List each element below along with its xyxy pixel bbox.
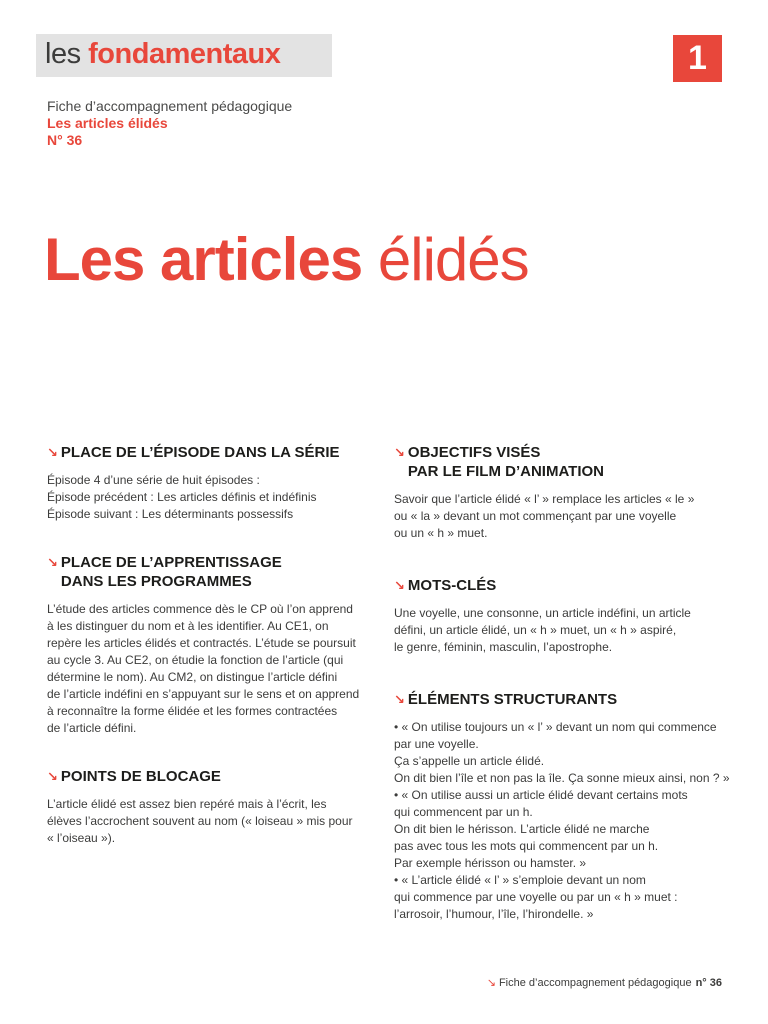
arrow-down-right-icon: ↘ xyxy=(486,977,496,989)
section-title xyxy=(394,576,734,595)
page-title-bold: Les articles xyxy=(44,226,363,293)
arrow-down-right-icon: ↘ xyxy=(47,445,58,460)
section-body: • « On utilise toujours un « l’ » devant un nom qui commence par une voyelle. Ça s’appelle un article élidé. On dit bien l’île et non pas la île. Ça sonne mieux ainsi, non ? » • « On utilise aussi un article élidé devant certains mots qui commencent par un h. On dit bien le hérisson. L’article élidé ne marche pas avec tous les mots qui commencent par un h. Par exemple hérisson ou hamster. » • « L’article élidé « l’ » s’emploie devant un nom qui commence par une voyelle ou par un « h » muet : l’arrosoir, l’humour, l’île, l’hirondelle. » xyxy=(394,720,730,921)
section-episode-place xyxy=(47,443,387,523)
section-title xyxy=(47,443,387,462)
section-title-text: ÉLÉMENTS STRUCTURANTS xyxy=(407,691,618,708)
section-title-text: PLACE DE L’APPRENTISSAGE DANS LES PROGRAMMES xyxy=(60,554,282,590)
section-title-text: PLACE DE L’ÉPISODE DANS LA SÉRIE xyxy=(60,444,340,461)
section-title-text: POINTS DE BLOCAGE xyxy=(60,768,221,785)
section-title xyxy=(394,690,734,709)
section-body: Une voyelle, une consonne, un article indéfini, un article défini, un article élidé, un « h » muet, un « h » aspiré, le genre, féminin, masculin, l’apostrophe. xyxy=(394,606,691,654)
right-column xyxy=(394,443,734,923)
arrow-down-right-icon: ↘ xyxy=(47,555,58,570)
brand-logo xyxy=(36,34,332,77)
episode-number-badge: 1 xyxy=(673,35,722,82)
document-header xyxy=(47,98,292,149)
section-keywords xyxy=(394,576,734,656)
brand-bold-text: fondamentaux xyxy=(88,38,281,70)
header-subtitle: Fiche d’accompagnement pédagogique xyxy=(47,98,293,114)
footer-text: Fiche d’accompagnement pédagogique xyxy=(498,976,692,989)
section-blocking-points xyxy=(47,767,387,847)
arrow-down-right-icon: ↘ xyxy=(394,578,405,593)
section-body: Savoir que l’article élidé « l’ » remplace les articles « le » ou « la » devant un mot commençant par une voyelle ou un « h » muet. xyxy=(394,492,695,540)
header-topic: Les articles élidés xyxy=(47,115,168,131)
arrow-down-right-icon: ↘ xyxy=(394,692,405,707)
brand-light-text: les xyxy=(45,38,81,70)
section-structuring-elements xyxy=(394,690,734,923)
arrow-down-right-icon: ↘ xyxy=(394,445,405,460)
section-body: Épisode 4 d’une série de huit épisodes : Épisode précédent : Les articles définis et indéfinis Épisode suivant : Les déterminants possessifs xyxy=(47,473,317,521)
section-body: L’étude des articles commence dès le CP où l’on apprend à les distinguer du nom et à les identifier. Au CE1, on repère les articles élidés et contractés. L’étude se poursuit au cycle 3. Au CE2, on étudie la fonction de l’article (qui détermine le nom). Au CM2, on distingue l’article défini de l’article indéfini en s’appuyant sur le sens et on apprend à reconnaître la forme élidée et les formes contractées de l’article défini. xyxy=(47,602,360,735)
section-title-text: OBJECTIFS VISÉS PAR LE FILM D’ANIMATION xyxy=(407,444,604,480)
section-title xyxy=(394,443,734,481)
page-title xyxy=(44,222,529,298)
section-title-text: MOTS-CLÉS xyxy=(407,577,497,594)
arrow-down-right-icon: ↘ xyxy=(47,769,58,784)
header-number: N° 36 xyxy=(47,132,83,148)
left-column xyxy=(47,443,387,847)
section-programs-place xyxy=(47,553,387,737)
footer-number: n° 36 xyxy=(695,976,722,989)
section-title xyxy=(47,767,387,786)
section-objectives xyxy=(394,443,734,542)
page-footer xyxy=(487,976,722,989)
section-body: L’article élidé est assez bien repéré mais à l’écrit, les élèves l’accrochent souvent au nom (« loiseau » mis pour « l’oiseau »). xyxy=(47,797,353,845)
section-title xyxy=(47,553,387,591)
page-title-light: élidés xyxy=(377,226,529,293)
